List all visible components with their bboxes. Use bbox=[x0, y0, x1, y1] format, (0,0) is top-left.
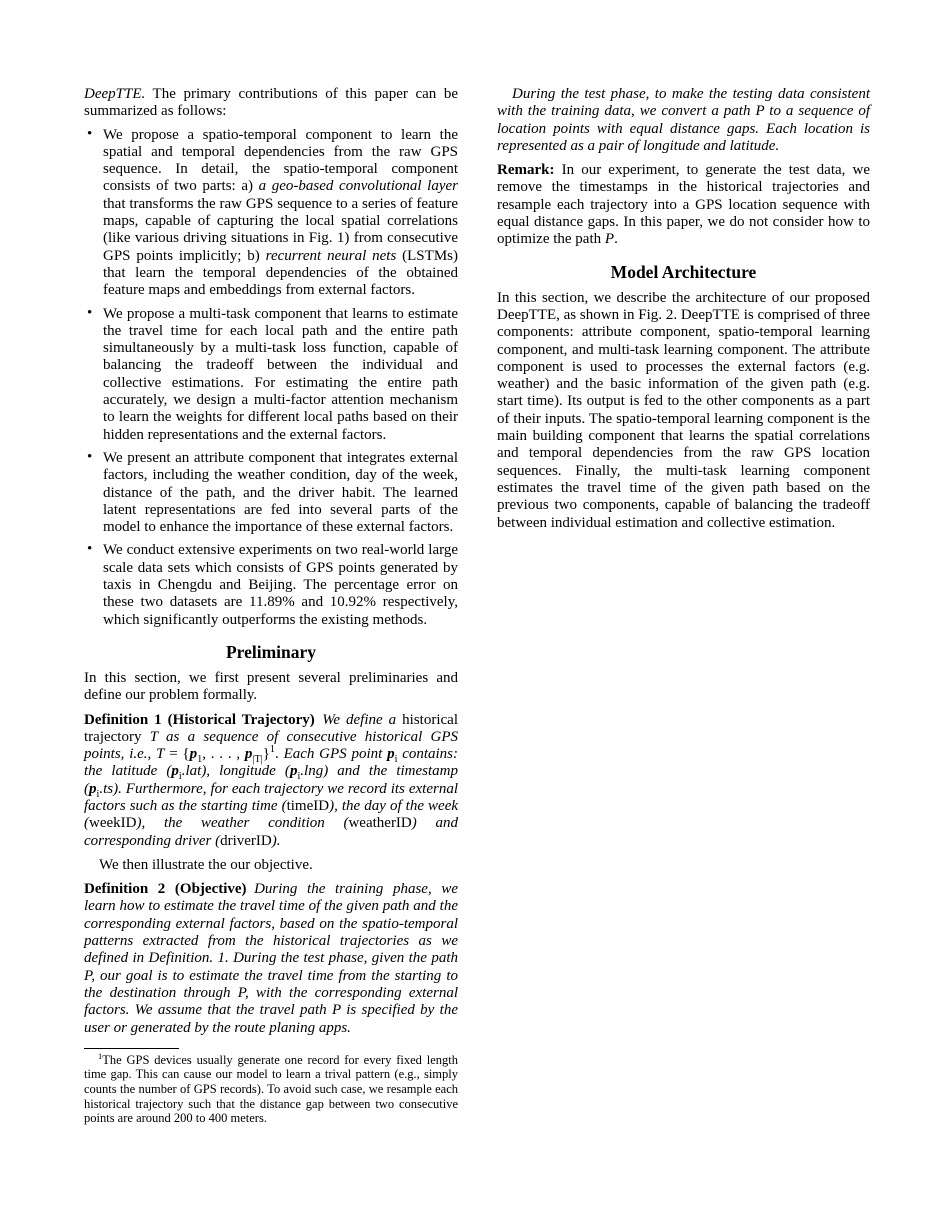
footnote-text: $^1$The GPS devices usually generate one record for every fixed length time gap. This can cause our model to learn a trival pattern (e.g., simply counts the number of GPS records). To avoid such case, we resample each historical trajectory such that the distance gap between two consecutive points are around 200 to 400 meters. bbox=[84, 1050, 458, 1126]
bullet-icon: • bbox=[87, 304, 93, 321]
bullet-text: We propose a spatio-temporal component to learn the spatial and temporal dependencies from the raw GPS sequence. In detail, the spatio-temporal component consists of two parts: a) a geo-based convolutional layer that transforms the raw GPS sequence to a series of feature maps, capable of capturing the local spatial correlations (like various driving situations in Fig. 1) from consecutive GPS points implicitly; b) recurrent neural nets (LSTMs) that learn the temporal dependencies of the obtained feature maps and embeddings from external factors. bbox=[103, 126, 458, 299]
footnote-rule bbox=[84, 1048, 179, 1049]
definition-2-paragraph: Definition 2 (Objective) During the training phase, we learn how to estimate the travel time of the given path and the corresponding external factors, based on the spatio-temporal patterns extracted from the historical trajectories as we defined in Definition. 1. During the test phase, given the path P, our goal is to estimate the travel time from the starting to the destination through P, with the corresponding external factors. We assume that the travel path P is specified by the user or generated by the route planing apps. bbox=[84, 881, 458, 1036]
right-column bbox=[497, 86, 870, 538]
bullet-text: We present an attribute component that integrates external factors, including the weather condition, day of the week, distance of the path, and the driver habit. The learned latent representations are fed into several parts of the model to enhance the importance of these external factors. bbox=[103, 449, 458, 536]
bullet-icon: • bbox=[87, 541, 93, 558]
model-architecture-paragraph: In this section, we describe the architecture of our proposed DeepTTE, as shown in Fig. 2. DeepTTE is comprised of three components: attribute component, spatio-temporal learning component, and multi-task learning component. The attribute component is used to processes the external factors (e.g. weather) and the basic information of the given path (e.g. start time). Its output is fed to the other components as a part of their inputs. The spatio-temporal learning component is the main building component that learns the spatial correlations and temporal dependencies from the raw GPS location sequences. Finally, the multi-task learning component estimates the travel time of the given path based on the previous two components, capable of balancing the tradeoff between individual estimation and collective estimation. bbox=[497, 289, 870, 531]
bullet-item-experiments bbox=[84, 542, 458, 628]
definition-1-paragraph: Definition 1 (Historical Trajectory) We define a historical trajectory T as a sequence of consecutive historical GPS points, i.e., $T = \{p_1$, . . . , $p_{|T|}\}^1$. Each GPS point $p_i$ contains: the latitude $(p_i.lat)$, longitude $(p_i.\ln g)$ and the timestamp $(p_i.ts)$. Furthermore, for each trajectory we record its external factors such as the starting time (timeID), the day of the week (weekID), the weather condition (weatherID) and corresponding driver (driverID). bbox=[84, 711, 459, 849]
bullet-icon: • bbox=[87, 448, 93, 465]
contributions-bullet-list bbox=[84, 127, 458, 629]
bullet-text: We propose a multi-task component that learns to estimate the travel time for each local path and the entire path simultaneously by a multi-task loss function, capable of balancing the tradeoff between the individual and collective estimations. For estimating the entire path accurately, we design a multi-factor attention mechanism to learn the weights for different local paths based on their hidden representations and the external factors. bbox=[103, 305, 458, 443]
preliminary-heading: Preliminary bbox=[225, 641, 317, 662]
bullet-item-multi-task bbox=[84, 306, 458, 444]
test-phase-paragraph: During the test phase, to make the testing data consistent with the training data, we convert a path P to a sequence of location points with equal distance gaps. Each location is represented as a pair of longitude and latitude. bbox=[497, 86, 870, 154]
bullet-item-attribute bbox=[84, 450, 458, 536]
preliminary-intro-paragraph: In this section, we first present several preliminaries and define our problem formally. bbox=[84, 669, 458, 704]
bullet-text: We conduct extensive experiments on two real-world large scale data sets which consists of GPS points generated by taxis in Chengdu and Beijing. The percentage error on these two datasets are 11.89% and 10.92% respectively, which significantly outperforms the existing methods. bbox=[103, 542, 458, 628]
bullet-icon: • bbox=[87, 125, 93, 142]
model-architecture-heading: Model Architecture bbox=[610, 261, 757, 282]
remark-paragraph: Remark: In our experiment, to generate the test data, we remove the timestamps in the historical trajectories and resample each trajectory into a GPS location sequence with equal distance gaps. In this paper, we do not consider how to optimize the path P. bbox=[497, 162, 870, 248]
objective-lead-paragraph: We then illustrate the our objective. bbox=[99, 856, 313, 873]
bullet-item-spatio-temporal bbox=[84, 127, 458, 300]
intro-paragraph: DeepTTE. The primary contributions of this paper can be summarized as follows: bbox=[84, 86, 458, 120]
left-column bbox=[84, 86, 458, 1126]
